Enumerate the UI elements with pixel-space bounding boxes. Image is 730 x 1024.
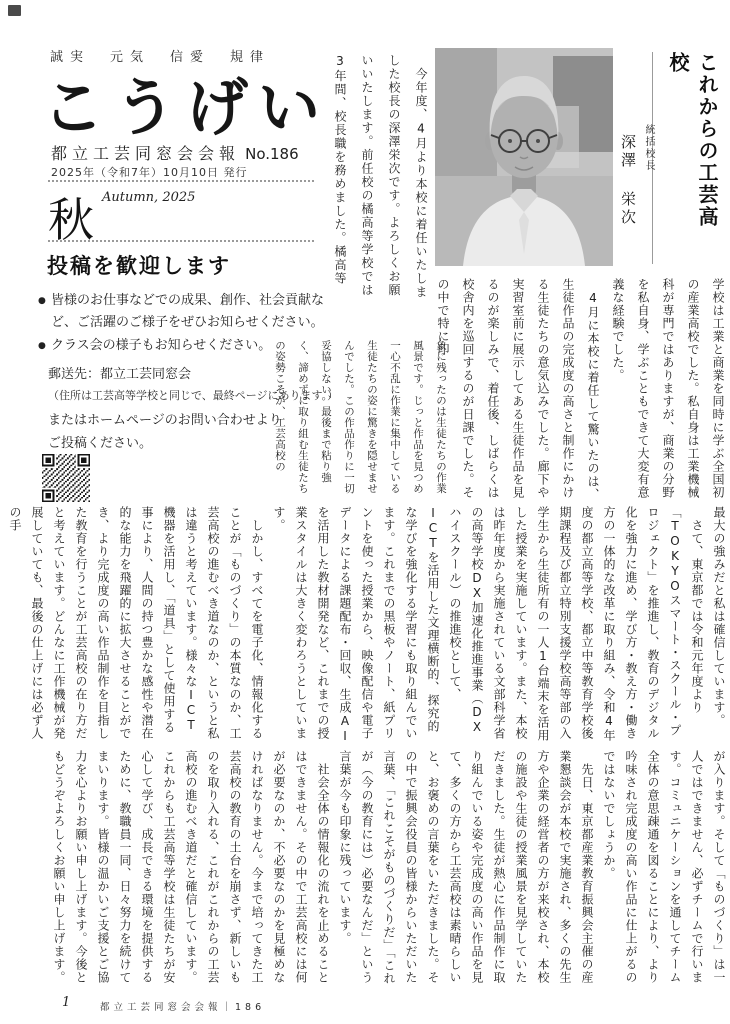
author-block	[618, 124, 658, 274]
newsletter-title: こうげい	[42, 71, 331, 144]
paragraph: しかし、すべてを電子化、情報化することが「ものづくり」の本質なのか、工芸高校の進むべき道なのか、というと私は違うと考えています。様々なICT機器を活用し、「道具」として使用する事により、人間の持つ豊かな感性や潜在的な能力を飛躍的に拡大させることができ、より完成度の高い作品制作を目指した教育を行うことが工芸高校の在り方だと考えています。どんなに工作機械が発展していても、最後の仕上げには必ず人の手	[8, 506, 264, 740]
list-item	[38, 290, 330, 335]
article-band-upper	[8, 506, 730, 744]
paragraph: 最大の強みだと私は確信しています。	[712, 506, 726, 727]
contribution-heading: 投稿を歓迎します	[47, 254, 231, 278]
mail-address-note: （住所は工芸高等学校と同じで、最終ページにあります。）	[48, 389, 339, 402]
bullet-icon: ●	[38, 340, 46, 351]
season-english: Autumn, 2025	[102, 190, 196, 205]
paragraph: 先日、東京都産業教育振興会主催の産業懇談会が本校で実施され、多くの先生方や企業の経営者の方が来校され、本校の施設や生徒の授業風景を見学していただきました。生徒が熱心に作品制作に取り組んでいる姿や完成度の高い作品を見て、多くの方から工芸高校は素晴らしいと、お褒めの言葉をいただきました。その中で振興会役員の皆様からいただいた言葉、「これこそがものづくりだ」「これが（今の教育には）必要なんだ」という言葉が今も印象に残っています。	[338, 750, 594, 985]
bullet-icon: ●	[38, 296, 46, 306]
principal-photo	[435, 48, 613, 266]
qr-code	[40, 452, 92, 504]
article-headline: これからの工芸高校	[666, 52, 719, 228]
journal-name: 都立工芸同窓会会報	[51, 144, 241, 163]
paragraph: 学校は工業と商業を同時に学ぶ全国初の産業高校でした。私自身は工業機械科が専門ではありますが、商業の分野を私自身、学ぶこともできて大変有意義な経験でした。	[611, 278, 725, 499]
school-motto: 誠実 元気 信愛 規律	[50, 50, 271, 65]
paragraph: が入ります。そして「ものづくり」は一人ではできません、必ずチームで行います。コミュニケーションを通してチーム全体の意思疎通を図ることにより、より吟味され完成度の高い作品に仕上がるのではないでしょうか。	[602, 750, 726, 984]
issue-date: 2025年（令和7年）10月10日 発行	[51, 166, 248, 179]
article-intro-block	[322, 54, 434, 306]
web-submit-line-1: またはホームページのお問い合わせより	[48, 413, 282, 428]
paragraph: 社会全体の情報化の流れを止めることはできません。その中で工芸高校には何が必要なのか、不必要なのかを見極めなければなりません。今まで培ってきた工芸高校の教育の土台を崩さず、新しいものを取り入れる、これがこれからの工芸高校の進むべき道だと確信しています。これからも工芸高等学校は生徒たちが安心して学び、成長できる環境を提供するために、教職員一同、日々努力を続けてまいります。皆様の温かいご支援とご協力を心よりお願い申し上げます。今後ともどうぞよろしくお願い申し上げます。	[52, 750, 330, 984]
corner-registration-mark	[8, 5, 21, 16]
bullet-text: クラス会の様子もお知らせください。	[51, 337, 272, 353]
author-role: 統括校長	[643, 124, 654, 172]
season-kanji: 秋	[48, 193, 94, 247]
article-body-block-1	[436, 278, 730, 504]
footer-text: 都立工芸同窓会会報｜186	[100, 1002, 266, 1013]
article-band-lower	[24, 750, 730, 990]
journal-name-line	[51, 141, 299, 164]
dotted-divider-bottom	[48, 240, 314, 242]
paragraph: 今年度、4月より本校に着任いたしました校長の深澤栄次です。よろしくお願いいたします。前任校の橘高等学校では3年間、校長職を務めました。橘高等	[333, 54, 428, 299]
paragraph: 象に残ったのは生徒たちの作業風景です。じっと作品を見つめ一心不乱に作業に集中している生徒たちの姿に驚きを隠せませんでした。この作品作りに一切妥協しない、最後まで粘り強く、諦めずに取り組む生徒たちの姿勢こそが、工芸高校の	[274, 340, 447, 494]
dotted-divider-top	[48, 180, 314, 182]
web-submit-line-2: ご投稿ください。	[48, 436, 153, 451]
bullet-text: 皆様のお仕事などでの成果、創作、社会貢献など、ご活躍のご様子をぜひお知らせください。	[51, 293, 325, 331]
author-name: 深澤 栄次	[619, 134, 637, 227]
article-body-block-2	[274, 340, 452, 501]
paragraph: さて、東京都では令和元年度より「TOKYOスマート・スクール・プロジェクト」を推進し、教育のデジタル化を強力に進め、学び方・教え方・働き方の一体的な改革に取り組み、令和4年度の都立高等学校、都立中等教育学校後期課程及び都立特別支援学校高等部の入学生から生徒所有の一人1台端末を活用した授業を実施しています。また、本校は昨年度から実施されている文部科学省の高等学校DX加速化推進事業（DXハイスクール）の推進校として、ICTを活用した文理横断的、探究的な学びを強化する学習にも取り組んでいます。これまでの黒板やノート、紙プリントを使った授業から、映像配信や電子データによる課題配布・回収、生成AIを活用した教材開発など、これまでの授業スタイルは大きく変わろうとしています。	[272, 506, 704, 744]
paragraph: 4月に本校に着任して驚いたのは、生徒作品の完成度の高さと制作にかける生徒たちの意気込みでした。廊下や実習室前に展示してある生徒作品を見るのが楽しみで、着任後、しばらくは校舎内を巡回するのが日課でした。その中で特に印	[436, 278, 600, 501]
issue-number: No.186	[245, 145, 299, 163]
page-number: 1	[62, 995, 71, 1010]
mail-address-line: 郵送先：都立工芸同窓会	[48, 367, 192, 382]
